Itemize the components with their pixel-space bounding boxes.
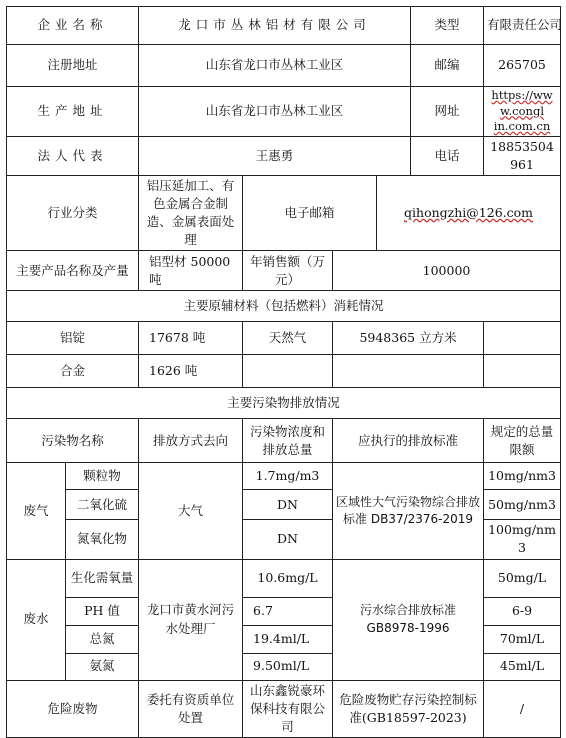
table-row (7, 463, 561, 490)
pollutant-concentration: 1.7mg/m3 (243, 463, 333, 490)
pollutant-limit: 50mg/nm3 (484, 490, 561, 520)
pollutant-name: 生化需氧量 (66, 559, 139, 597)
material-quantity: 1626 吨 (139, 355, 243, 388)
email-value: qihongzhi@126.com (404, 204, 534, 220)
pollutant-name: 氨氮 (66, 653, 139, 680)
pollutant-limit: 6-9 (484, 597, 561, 625)
pollutant-name: 二氧化硫 (66, 490, 139, 520)
website-line2: in.com.cn (493, 119, 551, 134)
material-quantity (333, 355, 484, 388)
material-empty (484, 322, 561, 355)
row-pollutant-headers (7, 419, 561, 463)
row-company-name (7, 7, 561, 45)
pollutant-name: 颗粒物 (66, 463, 139, 490)
company-name: 龙口市丛林铝材有限公司 (139, 7, 411, 45)
company-name-label: 企业名称 (7, 7, 139, 45)
table-row (7, 559, 561, 597)
company-type: 有限责任公司 (484, 7, 561, 45)
postcode: 265705 (484, 45, 561, 87)
pollutant-concentration: 6.7 (243, 597, 333, 625)
waste-gas-category: 废气 (7, 463, 66, 559)
pollutant-name: 总氮 (66, 625, 139, 653)
hazardous-limit: / (484, 680, 561, 737)
row-product (7, 251, 561, 291)
pollutant-name: 氮氧化物 (66, 520, 139, 559)
material-name: 天然气 (243, 322, 333, 355)
row-pollutants-title (7, 388, 561, 419)
waste-water-method: 龙口市黄水河污水处理厂 (139, 559, 243, 680)
registered-address-label: 注册地址 (7, 45, 139, 87)
materials-section-title: 主要原辅材料（包括燃料）消耗情况 (7, 291, 561, 322)
hazardous-disposer: 山东鑫锐豪环保科技有限公司 (243, 680, 333, 737)
pollutant-concentration: 10.6mg/L (243, 559, 333, 597)
website-label: 网址 (411, 87, 484, 137)
sales-label: 年销售额（万元） (243, 251, 333, 291)
material-row (7, 322, 561, 355)
material-row (7, 355, 561, 388)
company-type-label: 类型 (411, 7, 484, 45)
material-empty (484, 355, 561, 388)
pollutant-limit: 70ml/L (484, 625, 561, 653)
waste-water-standard-name: 污水综合排放标准 (360, 603, 457, 618)
pollutant-concentration: 9.50ml/L (243, 653, 333, 680)
header-pollutant-name: 污染物名称 (7, 419, 139, 463)
row-production-address (7, 87, 561, 137)
material-quantity: 17678 吨 (139, 322, 243, 355)
hazardous-method: 委托有资质单位处置 (139, 680, 243, 737)
industry: 铝压延加工、有色金属合金制造、金属表面处理 (139, 175, 243, 251)
legal-rep-label: 法人代表 (7, 136, 139, 175)
production-address: 山东省龙口市丛林工业区 (139, 87, 411, 137)
industry-label: 行业分类 (7, 175, 139, 251)
pollutant-concentration: DN (243, 490, 333, 520)
production-address-label: 生产地址 (7, 87, 139, 137)
phone: 18853504961 (484, 136, 561, 175)
row-legal-rep (7, 136, 561, 175)
waste-water-standard (333, 559, 484, 680)
product-label: 主要产品名称及产量 (7, 251, 139, 291)
waste-water-standard-code: GB8978-1996 (366, 620, 450, 635)
header-standard: 应执行的排放标准 (333, 419, 484, 463)
website-line1: https://www.congl (491, 88, 553, 118)
material-name (243, 355, 333, 388)
enterprise-info-table (6, 6, 561, 738)
row-industry (7, 175, 561, 251)
postcode-label: 邮编 (411, 45, 484, 87)
header-limit: 规定的总量限额 (484, 419, 561, 463)
pollutant-limit: 10mg/nm3 (484, 463, 561, 490)
waste-gas-method: 大气 (139, 463, 243, 559)
product: 铝型材 50000 吨 (139, 251, 243, 291)
waste-water-category: 废水 (7, 559, 66, 680)
header-discharge-method: 排放方式去向 (139, 419, 243, 463)
material-quantity: 5948365 立方米 (333, 322, 484, 355)
hazardous-category: 危险废物 (7, 680, 139, 737)
waste-gas-standard: 区域性大气污染物综合排放标准 DB37/2376-2019 (333, 463, 484, 559)
material-name: 铝锭 (7, 322, 139, 355)
row-materials-title (7, 291, 561, 322)
pollutants-section-title: 主要污染物排放情况 (7, 388, 561, 419)
pollutant-concentration: DN (243, 520, 333, 559)
pollutant-concentration: 19.4ml/L (243, 625, 333, 653)
website (484, 87, 561, 137)
pollutant-limit: 45ml/L (484, 653, 561, 680)
registered-address: 山东省龙口市丛林工业区 (139, 45, 411, 87)
phone-label: 电话 (411, 136, 484, 175)
pollutant-limit: 50mg/L (484, 559, 561, 597)
header-concentration: 污染物浓度和排放总量 (243, 419, 333, 463)
legal-rep: 王惠勇 (139, 136, 411, 175)
email-label: 电子邮箱 (243, 175, 377, 251)
email (377, 175, 561, 251)
pollutant-limit: 100mg/nm3 (484, 520, 561, 559)
sales: 100000 (333, 251, 561, 291)
hazardous-standard: 危险废物贮存污染控制标准(GB18597-2023) (333, 680, 484, 737)
row-hazardous-waste (7, 680, 561, 737)
pollutant-name: PH 值 (66, 597, 139, 625)
material-name: 合金 (7, 355, 139, 388)
row-registered-address (7, 45, 561, 87)
